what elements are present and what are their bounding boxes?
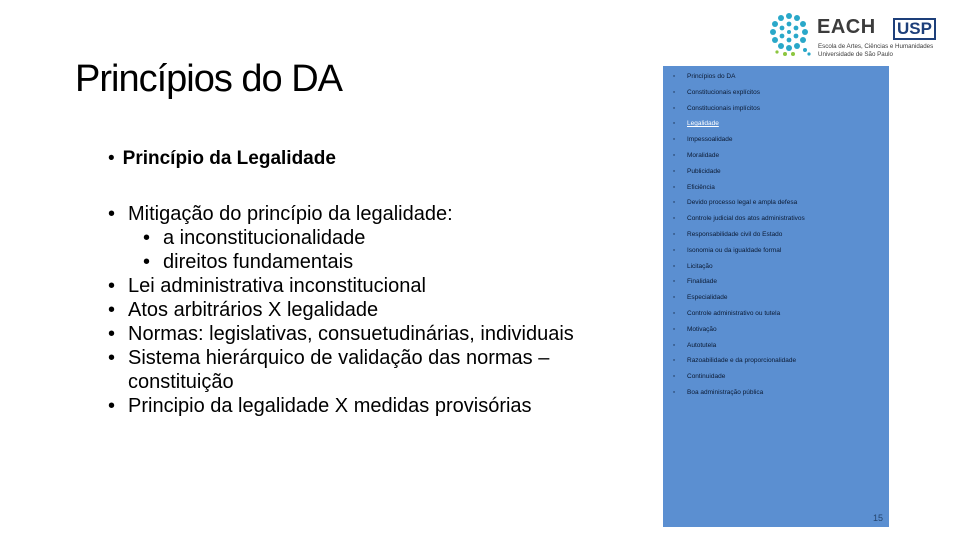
topic-item bbox=[673, 182, 715, 194]
logo-subtitle bbox=[818, 43, 933, 58]
page-number: 15 bbox=[872, 513, 883, 523]
bullet-square-icon: ▫ bbox=[673, 215, 676, 223]
topic-label: Legalidade bbox=[687, 120, 719, 128]
topic-label: Boa administração pública bbox=[687, 389, 764, 396]
topic-item bbox=[673, 150, 719, 162]
topics-panel bbox=[663, 66, 889, 527]
bullet-square-icon: ▫ bbox=[673, 389, 676, 396]
topic-item bbox=[673, 229, 782, 241]
bullet-square-icon: ▫ bbox=[673, 120, 676, 128]
bullet-square-icon: ▫ bbox=[673, 246, 676, 254]
logo-subtitle-line: Escola de Artes, Ciências e Humanidades bbox=[818, 43, 934, 50]
topic-label: Autotutela bbox=[687, 341, 717, 349]
topic-item bbox=[673, 197, 797, 209]
topic-item bbox=[673, 71, 735, 83]
bullet-square-icon: ▫ bbox=[673, 373, 676, 381]
bullet-square-icon: ▫ bbox=[673, 199, 676, 207]
topic-item bbox=[673, 245, 781, 257]
topic-item bbox=[673, 213, 805, 225]
topic-item bbox=[673, 308, 780, 320]
topic-item bbox=[673, 166, 721, 178]
bullet-square-icon: ▫ bbox=[673, 231, 676, 238]
topic-label: Eficiência bbox=[687, 183, 715, 191]
topic-label: Princípios do DA bbox=[687, 73, 736, 80]
bullet-list bbox=[108, 202, 628, 418]
bullet-square-icon: ▫ bbox=[673, 262, 676, 270]
topic-item bbox=[673, 261, 713, 273]
bullet-square-icon: ▫ bbox=[673, 104, 676, 112]
topic-item bbox=[673, 371, 725, 383]
slide-title: Princípios do DA bbox=[75, 58, 343, 100]
topic-item bbox=[673, 276, 717, 288]
bullet-square-icon: ▫ bbox=[673, 73, 676, 80]
bullet-item: • Mitigação do princípio da legalidade: bbox=[108, 202, 628, 226]
bullet-item: • Atos arbitrários X legalidade bbox=[108, 298, 628, 322]
topic-label: Publicidade bbox=[687, 167, 721, 175]
topic-label: Devido processo legal e ampla defesa bbox=[687, 199, 798, 207]
topic-label: Controle judicial dos atos administrativos bbox=[687, 215, 805, 223]
bullet-item: • Lei administrativa inconstitucional bbox=[108, 274, 628, 298]
topic-label: Especialidade bbox=[687, 294, 728, 302]
bullet-square-icon: ▫ bbox=[673, 310, 676, 317]
bullet-item: • Normas: legislativas, consuetudinárias, individuais bbox=[108, 322, 628, 346]
topic-item bbox=[673, 134, 733, 146]
bullet-square-icon: ▫ bbox=[673, 341, 676, 349]
bullet-item: • Principio da legalidade X medidas provisórias bbox=[108, 394, 628, 418]
topic-item bbox=[673, 355, 796, 367]
bullet-square-icon: ▫ bbox=[673, 294, 676, 302]
bullet-square-icon: ▫ bbox=[673, 152, 676, 159]
topic-item bbox=[673, 387, 763, 399]
topic-label: Responsabilidade civil do Estado bbox=[687, 231, 783, 238]
topic-label: Impessoalidade bbox=[687, 136, 733, 144]
bullet-square-icon: ▫ bbox=[673, 325, 676, 333]
bullet-square-icon: ▫ bbox=[673, 88, 676, 96]
topic-label: Razoabilidade e da proporcionalidade bbox=[687, 357, 797, 365]
each-usp-logo bbox=[765, 8, 950, 64]
each-logo-icon bbox=[765, 10, 813, 58]
topic-label: Licitação bbox=[687, 262, 713, 270]
topic-label: Constitucionais explícitos bbox=[687, 88, 760, 96]
topic-item bbox=[673, 103, 760, 115]
topic-label: Controle administrativo ou tutela bbox=[687, 310, 781, 317]
topic-label: Motivação bbox=[687, 325, 717, 333]
logo-name: EACH bbox=[817, 16, 876, 38]
logo-usp: USP bbox=[893, 18, 936, 40]
bullet-square-icon: ▫ bbox=[673, 278, 676, 286]
topic-label: Continuidade bbox=[687, 373, 726, 381]
topic-label: Constitucionais implícitos bbox=[687, 104, 760, 112]
topic-label: Finalidade bbox=[687, 278, 717, 286]
topic-item bbox=[673, 340, 716, 352]
topic-label: Moralidade bbox=[687, 152, 720, 159]
topic-item bbox=[673, 87, 760, 99]
topic-label: Isonomia ou da igualdade formal bbox=[687, 246, 782, 254]
topic-item bbox=[673, 118, 719, 130]
bullet-square-icon: ▫ bbox=[673, 183, 676, 191]
bullet-square-icon: ▫ bbox=[673, 357, 676, 365]
topic-item bbox=[673, 292, 727, 304]
logo-subtitle-line: Universidade de São Paulo bbox=[818, 50, 893, 58]
sub-bullet-item: • direitos fundamentais bbox=[108, 250, 628, 274]
bullet-item: • Sistema hierárquico de validação das normas – constituição bbox=[108, 346, 628, 394]
sub-bullet-item: • a inconstitucionalidade bbox=[108, 226, 628, 250]
principle-heading: • Princípio da Legalidade bbox=[108, 148, 336, 170]
topic-item bbox=[673, 324, 717, 336]
bullet-square-icon: ▫ bbox=[673, 167, 676, 175]
bullet-square-icon: ▫ bbox=[673, 136, 676, 144]
